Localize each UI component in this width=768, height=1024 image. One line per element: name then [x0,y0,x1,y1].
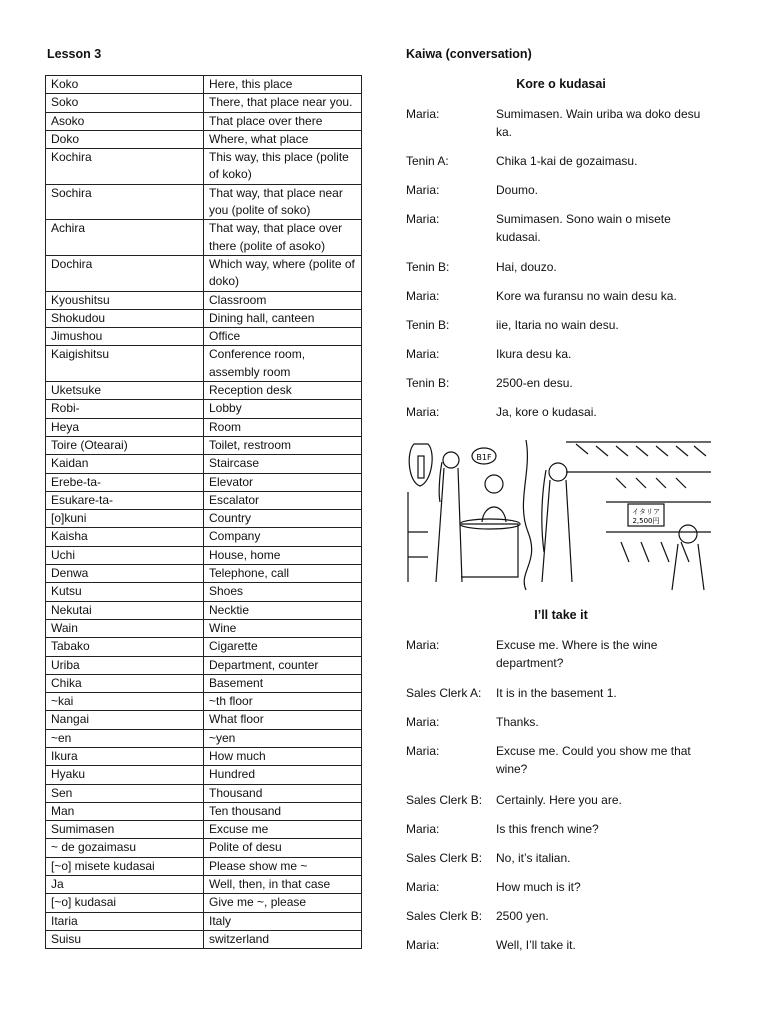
vocab-japanese: Kaisha [46,528,204,546]
vocab-row [46,309,362,327]
vocab-row [46,291,362,309]
speaker-label: Sales Clerk B: [406,909,483,923]
vocab-row [46,821,362,839]
dialogue-line [406,374,726,392]
dialogue-line [406,181,726,199]
vocab-row [46,112,362,130]
vocab-row [46,510,362,528]
vocab-japanese: Itaria [46,912,204,930]
dialogue-line [406,820,726,838]
vocab-english: Please show me ~ [204,857,362,875]
utterance-text: 2500-en desu. [496,376,573,390]
vocab-japanese: Toire (Otearai) [46,436,204,454]
vocab-japanese: Sumimasen [46,821,204,839]
dialogue-line [406,345,726,363]
dialogue-line [406,287,726,305]
vocab-english: What floor [204,711,362,729]
vocab-english: Department, counter [204,656,362,674]
vocab-row [46,546,362,564]
vocab-english: Room [204,418,362,436]
sign-text: B1F [476,453,492,462]
vocab-row [46,76,362,94]
utterance-text: Hai, douzo. [496,260,557,274]
vocab-japanese: ~ de gozaimasu [46,839,204,857]
utterance-text: Kore wa furansu no wain desu ka. [496,289,677,303]
vocab-english: Company [204,528,362,546]
utterance-text: iie, Itaria no wain desu. [496,318,619,332]
utterance-text: Ikura desu ka. [496,347,572,361]
lesson-title: Lesson 3 [47,47,102,61]
price-tag-bottom: 2,500円 [632,517,660,525]
vocab-japanese: Esukare-ta- [46,491,204,509]
vocab-english: Shoes [204,583,362,601]
vocab-english: ~yen [204,729,362,747]
vocab-row [46,382,362,400]
vocab-japanese: Kutsu [46,583,204,601]
speaker-label: Maria: [406,880,440,894]
vocab-row [46,766,362,784]
vocab-english: Here, this place [204,76,362,94]
vocab-english: Dining hall, canteen [204,309,362,327]
vocab-japanese: ~en [46,729,204,747]
vocab-row [46,876,362,894]
vocab-row [46,473,362,491]
vocab-japanese: Nangai [46,711,204,729]
utterance-text: No, it’s italian. [496,851,571,865]
speaker-label: Maria: [406,347,440,361]
speaker-label: Tenin A: [406,154,449,168]
vocab-japanese: Chika [46,674,204,692]
speaker-label: Maria: [406,638,440,652]
speaker-label: Sales Clerk A: [406,686,482,700]
vocab-english: Thousand [204,784,362,802]
vocab-english: Conference room, assembly room [204,346,362,382]
vocab-english: Excuse me [204,821,362,839]
vocab-english: Telephone, call [204,565,362,583]
vocab-english: Staircase [204,455,362,473]
vocab-row [46,455,362,473]
utterance-text: Ja, kore o kudasai. [496,405,597,419]
dialogue-line [406,403,726,421]
vocab-english: Classroom [204,291,362,309]
price-tag-top: イタリア [632,508,660,516]
vocab-japanese: Kyoushitsu [46,291,204,309]
vocab-japanese: Uriba [46,656,204,674]
dialogue-line [406,791,726,809]
vocab-english: How much [204,747,362,765]
vocab-row [46,565,362,583]
vocab-row [46,184,362,220]
vocab-japanese: Denwa [46,565,204,583]
dialogue-line [406,152,726,170]
utterance-text: It is in the basement 1. [496,686,617,700]
vocab-row [46,220,362,256]
vocab-row [46,418,362,436]
dialogue-line [406,936,726,954]
vocab-row [46,601,362,619]
vocab-english: Well, then, in that case [204,876,362,894]
vocab-english: That place over there [204,112,362,130]
vocab-japanese: Koko [46,76,204,94]
dialogue-line [406,684,726,702]
vocab-japanese: Kaidan [46,455,204,473]
vocab-row [46,255,362,291]
vocab-english: There, that place near you. [204,94,362,112]
speaker-label: Maria: [406,822,440,836]
vocab-english: Country [204,510,362,528]
speaker-label: Maria: [406,212,440,226]
vocab-row [46,149,362,185]
dialogue-jp-title: Kore o kudasai [516,77,606,91]
vocab-english: Which way, where (polite of doko) [204,255,362,291]
speaker-label: Maria: [406,107,440,121]
vocab-english: House, home [204,546,362,564]
vocab-japanese: Hyaku [46,766,204,784]
vocab-row [46,400,362,418]
speaker-label: Sales Clerk B: [406,851,483,865]
vocab-japanese: [o]kuni [46,510,204,528]
dialogue-line [406,258,726,276]
vocab-row [46,638,362,656]
dialogue-line [406,316,726,334]
vocab-row [46,130,362,148]
vocab-row [46,346,362,382]
vocab-japanese: Robi- [46,400,204,418]
utterance-text: Excuse me. Where is the wine department? [496,638,658,670]
vocab-japanese: Sen [46,784,204,802]
dialogue-line [406,742,726,778]
utterance-text: Is this french wine? [496,822,599,836]
vocab-row [46,747,362,765]
vocab-row [46,619,362,637]
speaker-label: Sales Clerk B: [406,793,483,807]
utterance-text: Certainly. Here you are. [496,793,622,807]
vocab-japanese: Asoko [46,112,204,130]
vocab-english: Elevator [204,473,362,491]
vocab-english: Cigarette [204,638,362,656]
vocab-english: ~th floor [204,693,362,711]
vocab-japanese: Achira [46,220,204,256]
vocab-english: Polite of desu [204,839,362,857]
vocab-japanese: Dochira [46,255,204,291]
vocab-english: Basement [204,674,362,692]
speaker-label: Maria: [406,405,440,419]
vocab-japanese: Ja [46,876,204,894]
vocabulary-table [45,75,362,949]
dialogue-line [406,907,726,925]
vocab-japanese: Erebe-ta- [46,473,204,491]
vocab-row [46,857,362,875]
vocab-row [46,711,362,729]
utterance-text: Thanks. [496,715,539,729]
vocab-japanese: Wain [46,619,204,637]
speaker-label: Maria: [406,938,440,952]
utterance-text: How much is it? [496,880,581,894]
vocab-row [46,894,362,912]
vocab-japanese: Ikura [46,747,204,765]
vocab-row [46,528,362,546]
utterance-text: 2500 yen. [496,909,549,923]
vocab-japanese: Heya [46,418,204,436]
vocab-japanese: Kochira [46,149,204,185]
vocab-english: Hundred [204,766,362,784]
dialogue-line [406,210,726,246]
utterance-text: Chika 1-kai de gozaimasu. [496,154,638,168]
vocab-english: Office [204,328,362,346]
vocab-english: Lobby [204,400,362,418]
speaker-label: Maria: [406,744,440,758]
vocab-english: Escalator [204,491,362,509]
vocab-row [46,912,362,930]
utterance-text: Excuse me. Could you show me that wine? [496,744,691,776]
speaker-label: Tenin B: [406,318,450,332]
vocab-row [46,802,362,820]
vocab-row [46,839,362,857]
speaker-label: Maria: [406,183,440,197]
wine-shop-illustration [406,432,716,592]
vocab-japanese: Man [46,802,204,820]
speaker-label: Tenin B: [406,376,450,390]
vocab-row [46,930,362,948]
vocab-english: Wine [204,619,362,637]
vocab-row [46,94,362,112]
vocab-japanese: Nekutai [46,601,204,619]
vocab-english: Necktie [204,601,362,619]
kaiwa-title: Kaiwa (conversation) [406,47,532,61]
vocab-japanese: [~o] misete kudasai [46,857,204,875]
vocab-english: Italy [204,912,362,930]
vocab-english: Where, what place [204,130,362,148]
vocab-japanese: Shokudou [46,309,204,327]
speaker-label: Maria: [406,715,440,729]
speaker-label: Maria: [406,289,440,303]
vocab-row [46,656,362,674]
vocab-japanese: ~kai [46,693,204,711]
dialogue-line [406,636,726,672]
vocab-row [46,693,362,711]
dialogue-en-title: I’ll take it [534,608,588,622]
vocab-japanese: Uchi [46,546,204,564]
vocab-english: Give me ~, please [204,894,362,912]
vocab-japanese: Doko [46,130,204,148]
dialogue-line [406,105,726,141]
vocab-english: switzerland [204,930,362,948]
dialogue-line [406,713,726,731]
vocab-japanese: Kaigishitsu [46,346,204,382]
utterance-text: Doumo. [496,183,539,197]
utterance-text: Sumimasen. Sono wain o misete kudasai. [496,212,671,244]
vocab-row [46,674,362,692]
vocab-row [46,328,362,346]
vocab-japanese: Uketsuke [46,382,204,400]
speaker-label: Tenin B: [406,260,450,274]
vocab-japanese: Sochira [46,184,204,220]
vocab-japanese: Tabako [46,638,204,656]
vocab-english: Reception desk [204,382,362,400]
vocab-japanese: Suisu [46,930,204,948]
vocab-english: Ten thousand [204,802,362,820]
utterance-text: Well, I’ll take it. [496,938,576,952]
vocab-english: This way, this place (polite of koko) [204,149,362,185]
vocab-row [46,729,362,747]
vocab-row [46,436,362,454]
vocab-japanese: Jimushou [46,328,204,346]
vocab-japanese: Soko [46,94,204,112]
vocab-japanese: [~o] kudasai [46,894,204,912]
vocab-english: That way, that place near you (polite of soko) [204,184,362,220]
vocab-row [46,583,362,601]
dialogue-line [406,878,726,896]
vocab-english: Toilet, restroom [204,436,362,454]
vocab-row [46,491,362,509]
dialogue-line [406,849,726,867]
vocab-english: That way, that place over there (polite of asoko) [204,220,362,256]
vocab-row [46,784,362,802]
utterance-text: Sumimasen. Wain uriba wa doko desu ka. [496,107,701,139]
